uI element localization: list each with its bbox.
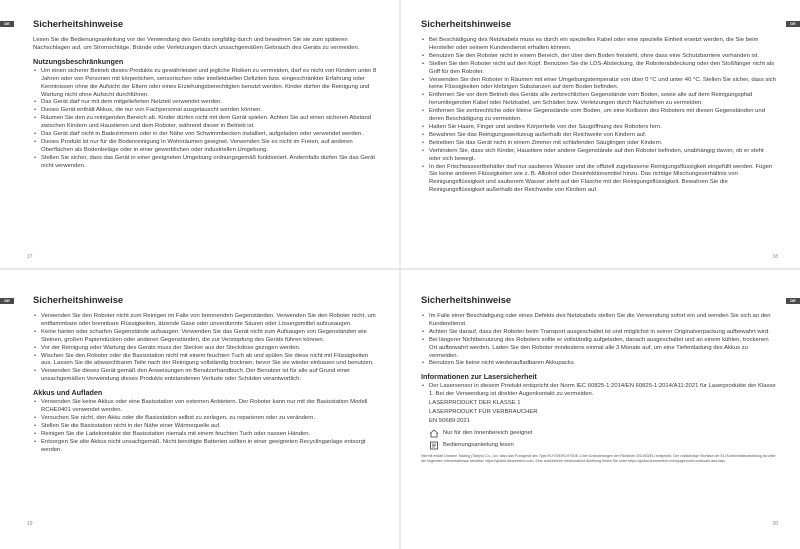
list-item: • Verwenden Sie keine Akkus oder eine Basisstation von externen Anbietern. Der Roboter kann nur mit der Basisstation Modell RCHE0401 verwendet werden. (33, 399, 377, 415)
list-item: • Reinigen Sie die Ladekontakte der Basisstation niemals mit einem feuchten Tuch oder nassen Händen. (33, 431, 377, 439)
page-title: Sicherheitshinweise (421, 18, 512, 29)
manual-book-icon (429, 441, 439, 450)
page-number: 20 (772, 521, 778, 527)
section-heading: Akkus und Aufladen (33, 388, 103, 398)
section-heading: Nutzungsbeschränkungen (33, 56, 124, 66)
list-item: • Bewahren Sie das Reinigungswerkzeug außerhalb der Reichweite von Kindern auf. (421, 132, 776, 140)
list-item: • Halten Sie Haare, Finger und andere Körperteile von der Saugöffnung des Roboters fern. (421, 124, 776, 132)
list-item: • Entfernen Sie vor dem Betrieb des Geräts alle zerbrechlichen Gegenstände vom Boden, sowie alle auf dem Reinigungspfad herumliegenden Kabel oder Netzkabel, um Schäden bzw. Verletzungen durch Nachziehen zu vermeiden. (421, 92, 776, 108)
section-heading: Informationen zur Lasersicherheit (421, 372, 537, 382)
manual-page-17 (0, 0, 399, 268)
list-item: • Verhindern Sie, dass sich Kinder, Haustiere oder andere Gegenstände auf den Roboter befinden, unabhängig davon, ob er steht oder sich bewegt. (421, 148, 776, 164)
page-number: 17 (27, 254, 33, 260)
list-item: • Wischen Sie den Roboter oder die Basisstation nicht mit einem feuchten Tuch ab und spülen Sie diese nicht mit Flüssigkeiten aus. Lassen Sie die abwaschbaren Teile nach der Reinigung vollständig trocknen, bevor Sie sie wieder einbauen und benutzen. (33, 353, 377, 369)
list-item: • Dieses Produkt ist nur für die Bodenreinigung in Wohnräumen geeignet. Verwenden Sie es nicht im Freien, auf anderen Oberflächen als Bodenbeläge oder in einer gewerblichen oder industriellen Umgebung. (33, 139, 377, 155)
read-manual-label: Bedienungsanleitung lesen (443, 442, 514, 449)
manual-page-18 (401, 0, 800, 268)
list-item: • Verwenden Sie den Roboter in Räumen mit einer Umgebungstemperatur von über 0 °C und unter 40 °C. Stellen Sie sicher, dass sich keine Flüssigkeiten oder klebrigen Substanzen auf dem Boden befinden. (421, 77, 776, 93)
page-title: Sicherheitshinweise (33, 294, 124, 305)
bullet-list (421, 383, 776, 399)
list-item: • Verwenden Sie dieses Gerät gemäß den Anweisungen im Benutzerhandbuch. Der Benutzer ist für alle auf Grund einer unsachgemäßen Verwendung dieses Produkts entstandenen Verluste oder Schäden verantwortlich. (33, 368, 377, 384)
list-item: • Das Gerät darf nur mit dem mitgelieferten Netzteil verwendet werden. (33, 99, 377, 107)
read-manual-row (421, 441, 776, 450)
language-badge: DE (786, 298, 800, 304)
list-item: • Bei längerer Nichtbenutzung des Roboters sollte er vollständig aufgeladen, danach ausgeschaltet und an einem kühlen, trockenen Ort aufbewahrt werden. Laden Sie den Roboter mindestens einmal alle 3 Monate auf, um eine Tiefentladung des Akkus zu vermeiden. (421, 337, 776, 361)
manual-page-20 (401, 270, 800, 549)
bullet-list (33, 68, 377, 171)
list-item: • Bei Beschädigung des Netzkabels muss es durch ein spezielles Kabel oder eine spezielle Einheit ersetzt werden, die Sie beim Hersteller oder seinem Kundendienst erhalten können. (421, 37, 776, 53)
house-icon (429, 429, 439, 438)
list-item: • Um einen sicherer Betrieb dieses Produkts zu gewährleistet und jegliche Risiken zu vermeiden, darf es nicht von Kindern unter 8 Jahren oder von Personen mit körperlichen, sensorischen oder intellektuellen Defiziten bzw. eingeschränkter Erfahrung oder Kenntnissen ohne die Aufsicht der Eltern oder eines Erziehungsberechtigten benutzt werden. Kinder dürfen die Reinigung und Wartung nicht ohne Aufsicht durchführen. (33, 68, 377, 100)
list-item: • Vor der Reinigung oder Wartung des Geräts muss der Stecker aus der Steckdose gezogen werden. (33, 345, 377, 353)
list-item: • Entfernen Sie zerbrechliche oder kleine Gegenstände vom Boden, um eine Kollision des Roboters mit diesen Gegenständen und deren Beschädigung zu vermeiden. (421, 108, 776, 124)
list-item: • Keine harten oder scharfen Gegenstände aufsaugen. Verwenden Sie das Gerät nicht zum Aufsaugen von Gegenständen wie Steinen, großen Papierstücken oder anderen Gegenständen, die zur Verstopfung des Geräts führen können. (33, 329, 377, 345)
page-number: 18 (772, 254, 778, 260)
bullet-list (421, 313, 776, 368)
list-item: • Verwenden Sie den Roboter nicht zum Reinigen im Falle von brennenden Gegenständen. Verwenden Sie den Roboter nicht, um entflammbare oder brennbare Flüssigkeiten, ätzende Gase oder unverdünnte Säuren oder Lösungsmittel aufzusaugen. (33, 313, 377, 329)
list-item: • Stellen Sie die Basisstation nicht in der Nähe einer Wärmequelle auf. (33, 423, 377, 431)
language-badge: DE (0, 21, 14, 27)
list-item: • Entsorgen Sie alte Akkus nicht unsachgemäß. Nicht benötigte Batterien sollten in einer geeigneten Recyclinganlage entsorgt werden. (33, 439, 377, 455)
laser-standard-label: EN 50689:2021 (429, 418, 470, 425)
language-badge: DE (786, 21, 800, 27)
list-item: • Stellen Sie sicher, dass das Gerät in einer geeigneten Umgebung ordnungsgemäß funktioniert. Andernfalls dürfen Sie das Gerät nicht verwenden. (33, 155, 377, 171)
bullet-list (421, 37, 776, 195)
bullet-list (33, 313, 377, 384)
list-item: • Benutzen Sie keine nicht wiederaufladbaren Akkupacks. (421, 360, 776, 368)
page-title: Sicherheitshinweise (421, 294, 512, 305)
list-item: • Dieses Gerät enthält Akkus, die nur von Fachpersonal ausgetauscht werden können. (33, 107, 377, 115)
list-item: • In den Frischwassertbehälter darf nur sauberes Wasser und die offiziell zugelassene Reinigungsflüssigkeit eingefüllt werden. Fügen Sie keine anderen Flüssigkeiten wie z. B. Alkohol oder Desinfektionsmittel hinzu. Das richtige Mischungsverhältnis von Reinigungsflüssigkeit und sauberem Wasser steht auf der Flasche mit der Reinigungsflüssigkeit. Bewahren Sie die Reinigungsflüssigkeit außerhalb der Reichweite von Kindern auf. (421, 164, 776, 196)
list-item: • Achten Sie darauf, dass der Roboter beim Transport ausgeschaltet ist und möglichst in seiner Originalverpackung aufbewahrt wird. (421, 329, 776, 337)
list-item: • Das Gerät darf nicht in Badezimmern oder in der Nähe von Schwimmbecken installiert, aufgeladen oder verwendet werden. (33, 131, 377, 139)
list-item: • Versuchen Sie nicht, den Akku oder die Basisstation selbst zu zerlegen, zu reparieren oder zu verändern. (33, 415, 377, 423)
manual-page-19 (0, 270, 399, 549)
page-title: Sicherheitshinweise (33, 18, 124, 29)
conformity-fine-print: Hiermit erklärt Dreame Trading (Tianjin) Co., Ltd. dass das Funkgerät des Typs RLH70E/RLH70DE-1 den Anforderungen der Richtlinie 2014/53/EU entspricht. Der vollständige Wortlaut der EU-Konformitätserklärung ist unter der folgenden Internetadresse abrufbar: https://global.dreametech.com. Eine ausführliche elektronische Anleitung finden Sie unter https://global.dreametech.com/pages/user-manuals-and-faqs (421, 454, 776, 464)
list-item: • Im Falle einer Beschädigung oder eines Defekts des Netzkabels stellen Sie die Verwendung sofort ein und wenden Sie sich an den Kundendienst. (421, 313, 776, 329)
list-item: • Der Lasersensor in diesem Produkt entspricht der Norm IEC 60825-1:2014/EN 60825-1:2014/A11:2021 für Laserprodukte der Klasse 1. Bei der Verwendung ist direkter Augenkontakt zu vermeiden. (421, 383, 776, 399)
list-item: • Stellen Sie den Roboter nicht auf den Kopf. Benutzen Sie die LDS-Abdeckung, die Roboterabdeckung oder den Stoßfänger nicht als Griff für den Roboter. (421, 61, 776, 77)
laser-consumer-label: LASERPRODUKT FÜR VERBRAUCHER (429, 409, 538, 416)
page-number: 19 (27, 521, 33, 527)
list-item: • Räumen Sie den zu reinigenden Bereich ab. Kinder dürfen nicht mit dem Gerät spielen. Achten Sie auf einen sicheren Abstand zwischen Kindern und Haustieren und dem Roboter, während dieser in Betrieb ist. (33, 115, 377, 131)
language-badge: DE (0, 298, 14, 304)
laser-class-label: LASERPRODUKT DER KLASSE 1 (429, 400, 521, 407)
indoor-use-row (421, 429, 776, 438)
bullet-list (33, 399, 377, 454)
intro-paragraph: Lesen Sie die Bedienungsanleitung vor der Verwendung des Geräts sorgfältig durch und bewahren Sie sie zum späteren Nachschlagen auf, um Stromschläge, Brände oder Verletzungen durch unsachgemäßen Gebrauch des Geräts zu vermeiden. (33, 37, 360, 51)
list-item: • Benutzen Sie den Roboter nicht in einem Bereich, der über dem Boden freisteht, ohne dass eine Schutzbarriere vorhanden ist. (421, 53, 776, 61)
indoor-use-label: Nur für den Innenbereich geeignet (443, 430, 533, 437)
list-item: • Betreiben Sie das Gerät nicht in einem Zimmer mit schlafenden Säuglingen oder Kindern. (421, 140, 776, 148)
